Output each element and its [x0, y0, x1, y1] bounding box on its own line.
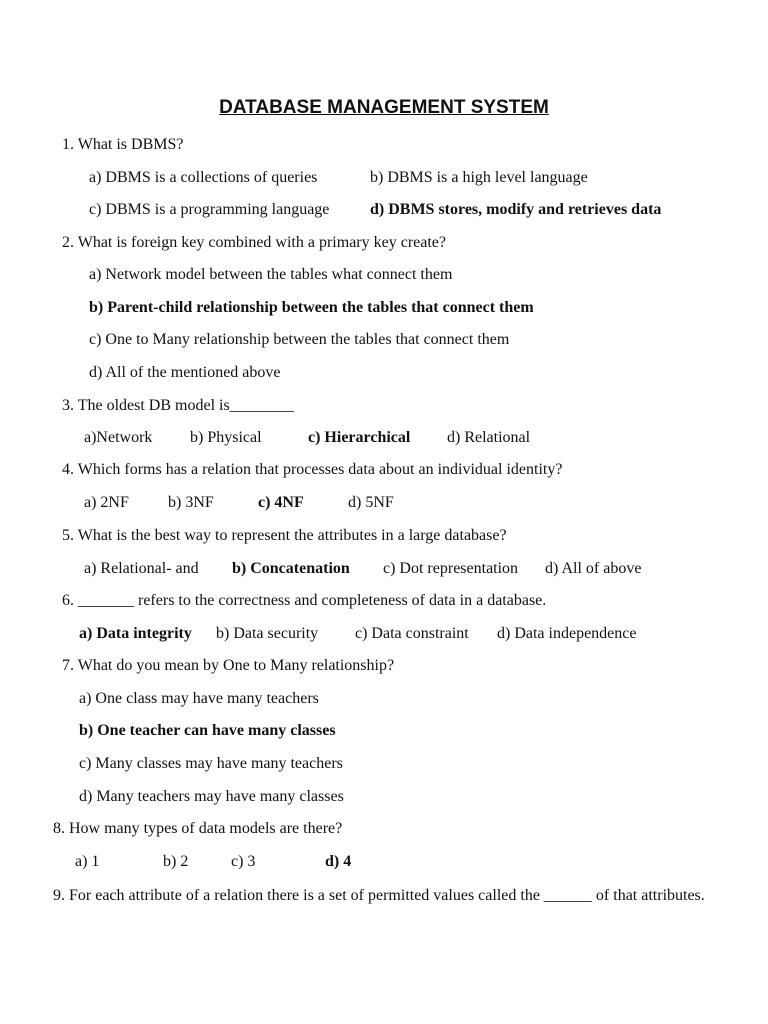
q1-option-a: a) DBMS is a collections of queries	[89, 169, 318, 186]
question-5: 5. What is the best way to represent the attributes in a large database?	[62, 527, 507, 544]
q8-option-c: c) 3	[231, 853, 256, 870]
q3-option-a: a)Network	[84, 429, 153, 446]
question-2: 2. What is foreign key combined with a primary key create?	[62, 234, 447, 251]
page-title: DATABASE MANAGEMENT SYSTEM	[219, 97, 549, 118]
q4-option-c-answer: c) 4NF	[258, 494, 304, 511]
q4-option-d: d) 5NF	[348, 494, 394, 511]
q3-option-d: d) Relational	[447, 429, 531, 446]
q6-option-b: b) Data security	[216, 625, 319, 642]
q4-option-b: b) 3NF	[168, 494, 214, 511]
question-1: 1. What is DBMS?	[62, 136, 184, 153]
q7-option-d: d) Many teachers may have many classes	[79, 788, 344, 805]
question-6: 6. _______ refers to the correctness and completeness of data in a database.	[62, 592, 547, 609]
question-3: 3. The oldest DB model is________	[62, 397, 294, 414]
q1-option-d-answer: d) DBMS stores, modify and retrieves data	[370, 201, 662, 218]
q7-option-c: c) Many classes may have many teachers	[79, 755, 343, 772]
q2-option-b-answer: b) Parent-child relationship between the tables that connect them	[89, 299, 534, 316]
q6-option-c: c) Data constraint	[355, 625, 469, 642]
q5-option-c: c) Dot representation	[383, 560, 519, 577]
question-8: 8. How many types of data models are there?	[53, 820, 343, 837]
q1-option-c: c) DBMS is a programming language	[89, 201, 330, 218]
q8-option-b: b) 2	[163, 853, 189, 870]
q3-option-b: b) Physical	[190, 429, 262, 446]
question-9: 9. For each attribute of a relation there is a set of permitted values called the ______ of that attributes.	[53, 887, 705, 904]
q6-option-d: d) Data independence	[497, 625, 637, 642]
question-4: 4. Which forms has a relation that processes data about an individual identity?	[62, 461, 563, 478]
q6-option-a-answer: a) Data integrity	[79, 625, 192, 642]
q2-option-c: c) One to Many relationship between the tables that connect them	[89, 331, 510, 348]
q4-option-a: a) 2NF	[84, 494, 129, 511]
q8-option-a: a) 1	[75, 853, 100, 870]
q3-option-c-answer: c) Hierarchical	[308, 429, 411, 446]
q8-option-d-answer: d) 4	[325, 853, 352, 870]
q5-option-a: a) Relational- and	[84, 560, 199, 577]
q5-option-b-answer: b) Concatenation	[232, 560, 350, 577]
q2-option-d: d) All of the mentioned above	[89, 364, 281, 381]
q7-option-a: a) One class may have many teachers	[79, 690, 319, 707]
question-7: 7. What do you mean by One to Many relationship?	[62, 657, 395, 674]
q7-option-b-answer: b) One teacher can have many classes	[79, 722, 336, 739]
q1-option-b: b) DBMS is a high level language	[370, 169, 588, 186]
q2-option-a: a) Network model between the tables what connect them	[89, 266, 453, 283]
q5-option-d: d) All of above	[545, 560, 642, 577]
